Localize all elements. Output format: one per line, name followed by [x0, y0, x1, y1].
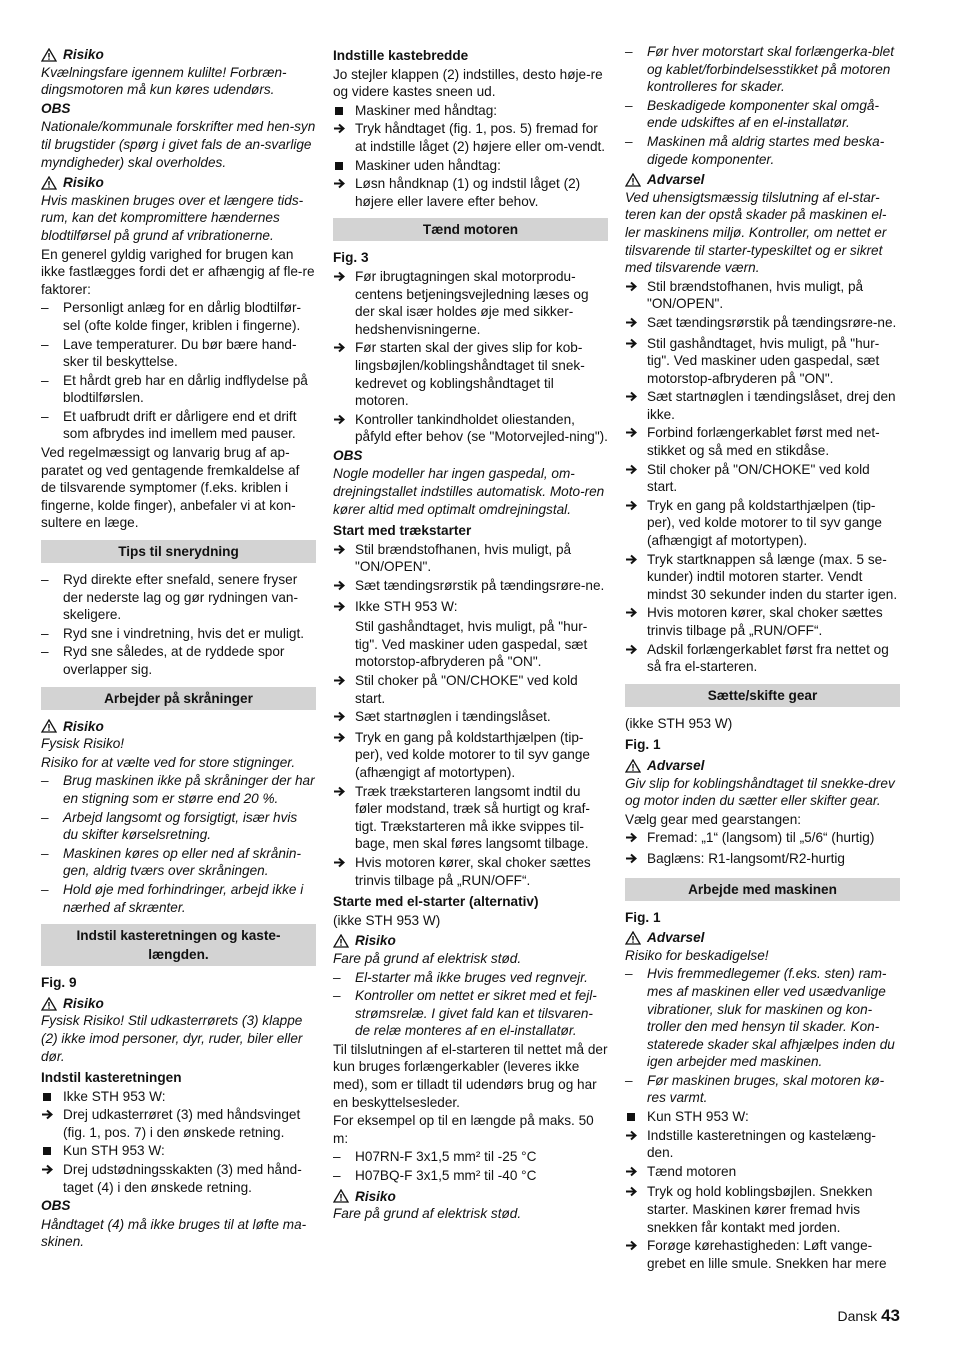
warning-label: [625, 757, 900, 775]
step-item: [625, 424, 900, 459]
step-item: [333, 541, 608, 576]
step-text: Forbind forlængerkablet først med net-stikket og så med en stikdåse.: [647, 425, 880, 459]
note-heading: OBS: [41, 1198, 71, 1214]
list-item-text: Før hver motorstart skal forlængerka-blet og kablet/forbindelsesstikket på motoren kontrolleres for skader.: [647, 44, 895, 95]
page-footer: [838, 1307, 901, 1326]
step-item: [625, 278, 900, 313]
list-item: [625, 965, 900, 1071]
list-item: [41, 625, 316, 643]
subheading: Fig. 1: [625, 909, 661, 925]
dash-bullet: –: [41, 336, 49, 352]
step-item: [625, 461, 900, 496]
list-item: [333, 1167, 608, 1185]
list-item-text: Kontroller om nettet er sikret med et fejl-strømsrelæ. I givet fald kan et tilsvaren-de relæ monteres af en el-installatør.: [355, 988, 597, 1039]
list-item: [41, 299, 316, 334]
step-item: [41, 1161, 316, 1196]
arrow-right-icon: [333, 411, 355, 446]
arrow-right-icon: [333, 672, 355, 707]
list-item: [41, 881, 316, 916]
step-text: Forøge kørehastigheden: Løft vange-grebet en lille smule. Snekken har mere: [647, 1238, 887, 1271]
arrow-right-icon: [625, 1127, 647, 1162]
warning-label: [41, 718, 316, 736]
dash-bullet: –: [625, 133, 633, 149]
paragraph: For eksempel op til en længde på maks. 50 m:: [333, 1113, 594, 1146]
model-item: [333, 102, 608, 120]
square-bullet-icon: [625, 1108, 647, 1126]
subheading: Fig. 1: [625, 737, 661, 753]
arrow-right-icon: [625, 1237, 647, 1272]
italic-paragraph: Kvælningsfare igennem kulilte! Forbræn-dingsmotoren må kun køres udendørs.: [41, 64, 287, 98]
step-text: Sæt startnøglen i tændingslåset.: [355, 709, 551, 725]
step-text: Sæt tændingsrørstik på tændingsrøre-ne.: [355, 578, 605, 594]
step-text: Tryk startknappen så længe (max. 5 se-kunder) indtil motoren starter. Vendt mindst 30 sekunder inden du starter igen.: [647, 551, 898, 602]
step-text: Stil brændstofhanen, hvis muligt, på "ON/OPEN".: [647, 278, 864, 312]
note-heading: OBS: [41, 100, 71, 116]
step-text: Drej udkasterrøret (3) med håndsvinget (fig. 1, pos. 7) i den ønskede retning.: [63, 1107, 301, 1140]
footer-language: Dansk: [837, 1308, 878, 1324]
page-number: 43: [881, 1306, 900, 1325]
list-item-text: Et uafbrudt drift er dårligere end et drift som afbrydes ind imellem med pauser.: [63, 408, 297, 442]
italic-paragraph: Risiko for at vælte ved for store stigninger.: [41, 754, 296, 770]
italic-paragraph: Fysisk Risiko! Stil udkasterrørets (3) klappe (2) ikke imod personer, dyr, ruder, biler eller dør.: [41, 1013, 303, 1064]
step-text: Løsn håndknap (1) og indstil låget (2) højere eller lavere efter behov.: [355, 176, 581, 209]
warning-text: Risiko: [63, 175, 104, 191]
arrow-right-icon: [333, 783, 355, 853]
dash-bullet: –: [333, 1168, 341, 1184]
paragraph: Jo stejler klappen (2) indstilles, desto høje-re og videre kastes sneen ud.: [333, 66, 603, 100]
step-item: [333, 854, 608, 889]
list-item: [333, 987, 608, 1040]
italic-paragraph: Hvis maskinen bruges over et længere tids-rum, kan det kompromittere hændernes blodtilførsel på grund af vribrationerne.: [41, 192, 304, 243]
step-text: Tryk håndtaget (fig. 1, pos. 5) fremad for at indstille låget (2) højere eller om-vendt.: [355, 121, 606, 154]
warning-triangle-icon: [625, 173, 641, 187]
model-text: Ikke STH 953 W:: [63, 1088, 166, 1104]
arrow-right-icon: [625, 1183, 647, 1236]
step-text: Før ibrugtagningen skal motorprodu-centens betjeningsvejledning læses og der skal især holdes øje med sikker-hedshenvisningerne.: [355, 268, 589, 337]
list-item: [625, 43, 900, 96]
dash-bullet: –: [41, 372, 49, 388]
step-item: [333, 672, 608, 707]
dash-bullet: –: [333, 988, 341, 1004]
arrow-right-icon: [625, 314, 647, 334]
step-item: [333, 120, 608, 155]
list-item-text: El-starter må ikke bruges ved regnvejr.: [355, 969, 588, 985]
arrow-right-icon: [625, 604, 647, 639]
step-text: Stil brændstofhanen, hvis muligt, på "ON/OPEN".: [355, 541, 572, 575]
step-text: Baglæns: R1-langsomt/R2-hurtig: [647, 850, 845, 866]
step-text: Drej udstødningsskakten (3) med hånd-taget (4) i den ønskede retning.: [63, 1162, 302, 1195]
step-item: [333, 708, 608, 728]
section-header: Tænd motoren: [333, 218, 608, 241]
step-text: Sæt startnøglen i tændingslåset, drej den ikke.: [647, 389, 896, 422]
list-item: [41, 845, 316, 880]
warning-label: [41, 995, 316, 1013]
square-bullet-icon: [41, 1088, 63, 1106]
list-item-text: Ryd direkte efter snefald, senere fryser der nederste lag og gør rydningen van-skeligere.: [63, 572, 299, 623]
step-text: Hvis motoren kører, skal choker sættes trinvis tilbage på „RUN/OFF“.: [355, 854, 591, 888]
subheading: Indstille kastebredde: [333, 48, 469, 63]
square-bullet-icon: [41, 1142, 63, 1160]
step-item: [625, 850, 900, 870]
list-item: [41, 809, 316, 844]
step-item: [625, 1183, 900, 1236]
dash-bullet: –: [41, 809, 49, 825]
column-2: [333, 43, 608, 1224]
indented-paragraph: [333, 618, 608, 671]
step-text: Tryk og hold koblingsbøjlen. Snekken starter. Maskinen kører fremad hvis snekken får kontakt med jorden.: [647, 1184, 873, 1235]
subheading: Fig. 3: [333, 250, 369, 266]
column-3: [625, 43, 900, 1273]
dash-bullet: –: [333, 1149, 341, 1165]
warning-text: Risiko: [63, 995, 104, 1011]
arrow-right-icon: [333, 339, 355, 409]
section-header: Sætte/skifte gear: [625, 684, 900, 707]
warning-label: [333, 932, 608, 950]
step-text: Før starten skal der gives slip for kob-lingsbøjlen/koblingshåndtaget til snek-kedrevet og koblingshåndtaget til motoren.: [355, 340, 585, 409]
arrow-right-icon: [625, 829, 647, 849]
arrow-right-icon: [333, 708, 355, 728]
warning-text: Risiko: [63, 718, 104, 734]
dash-bullet: –: [41, 845, 49, 861]
model-item: [41, 1142, 316, 1160]
step-text: Kontroller tankindholdet oliestanden, påfyld efter behov (se "Motorvejled-ning").: [355, 411, 608, 445]
model-text: Maskiner uden håndtag:: [355, 157, 501, 173]
dash-bullet: –: [41, 773, 49, 789]
list-item-text: Ryd sne i vindretning, hvis det er muligt.: [63, 625, 305, 641]
list-item-text: Beskadigede komponenter skal omgå-ende udskiftes af en el-installatør.: [647, 97, 879, 131]
model-text: Kun STH 953 W:: [647, 1109, 749, 1125]
list-item-text: Maskinen køres op eller ned af skrånin-gen, aldrig tværs over skråningen.: [63, 845, 301, 879]
arrow-right-icon: [625, 551, 647, 604]
dash-bullet: –: [625, 1072, 633, 1088]
step-text: Stil gashåndtaget, hvis muligt, på "hur-tig". Ved maskiner uden gaspedal, sæt motorstop-afbryderen på "ON".: [647, 335, 880, 386]
paragraph: Vælg gear med gearstangen:: [625, 811, 802, 827]
list-item-text: Arbejd langsomt og forsigtigt, især hvis du skifter kørselsretning.: [63, 809, 298, 843]
dash-bullet: –: [41, 625, 49, 641]
square-bullet-icon: [333, 102, 355, 120]
arrow-right-icon: [625, 424, 647, 459]
warning-triangle-icon: [41, 719, 57, 733]
model-text: Maskiner med håndtag:: [355, 102, 498, 118]
step-text: Tryk en gang på koldstarthjælpen (tip-per), ved kolde motorer to til syv gange (afhængigt af motortypen).: [647, 497, 882, 549]
list-item-text: H07RN-F 3x1,5 mm² til -25 °C: [355, 1149, 537, 1165]
italic-paragraph: Risiko for beskadigelse!: [625, 947, 769, 963]
step-item: [333, 339, 608, 409]
warning-label: [41, 174, 316, 192]
model-item: [333, 157, 608, 175]
list-item: [41, 336, 316, 371]
step-text: Indstille kasteretningen og kastelæng-den.: [647, 1127, 876, 1161]
list-item-text: Et hårdt greb har en dårlig indflydelse på blodtilførslen.: [63, 372, 308, 406]
dash-bullet: –: [41, 644, 49, 660]
warning-text: Advarsel: [647, 757, 705, 773]
list-item-text: Før maskinen bruges, skal motoren kø-res varmt.: [647, 1072, 885, 1106]
warning-label: [41, 46, 316, 64]
step-text: Fremad: „1“ (langsom) til „5/6“ (hurtig): [647, 830, 875, 846]
arrow-right-icon: [333, 854, 355, 889]
dash-bullet: –: [625, 44, 633, 59]
italic-paragraph: Ved uhensigtsmæssig tilslutning af el-star-teren kan der opstå skader på maskinen el-ler maskinens miljø. Kontroller, om nettet er tilsvarende til starter-typeskiltet og er sikret med tilsvarende værn.: [625, 189, 887, 276]
subheading: Fig. 9: [41, 975, 77, 991]
step-item: [625, 1127, 900, 1162]
step-item: [625, 1237, 900, 1272]
arrow-right-icon: [333, 577, 355, 597]
list-item: [333, 1148, 608, 1166]
indented-text: Stil gashåndtaget, hvis muligt, på "hur-tig". Ved maskiner uden gaspedal, sæt motorstop-afbryderen på "ON".: [355, 619, 588, 670]
arrow-right-icon: [333, 541, 355, 576]
warning-triangle-icon: [625, 759, 641, 773]
model-item: [41, 1088, 316, 1106]
step-item: [625, 551, 900, 604]
italic-paragraph: Nationale/kommunale forskrifter med hen-syn til brugstider (spørg i givet fals de an-svarlige myndigheder) skal overholdes.: [41, 119, 316, 170]
paragraph: (ikke STH 953 W): [625, 715, 733, 731]
list-item-text: Lave temperaturer. Du bør bære hand-sker til beskyttelse.: [63, 336, 297, 370]
italic-paragraph: Håndtaget (4) må ikke bruges til at løfte ma-skinen.: [41, 1216, 307, 1250]
step-text: Træk trækstarteren langsomt indtil du føler modstand, træk så hurtigt og kraf-tigt. Trækstarteren må ikke svippes til-bage, men skal føres langsomt tilbage.: [355, 783, 590, 852]
dash-bullet: –: [41, 300, 49, 316]
dash-bullet: –: [41, 408, 49, 424]
list-item: [41, 571, 316, 624]
arrow-right-icon: [625, 497, 647, 550]
list-item: [41, 643, 316, 678]
step-item: [625, 335, 900, 388]
italic-paragraph: Fysisk Risiko!: [41, 736, 125, 752]
note-heading: OBS: [333, 447, 363, 463]
list-item: [41, 372, 316, 407]
arrow-right-icon: [41, 1161, 63, 1196]
warning-label: [625, 929, 900, 947]
section-header: Tips til snerydning: [41, 540, 316, 563]
dash-bullet: –: [41, 881, 49, 897]
warning-triangle-icon: [333, 934, 349, 948]
step-item: [333, 729, 608, 782]
step-item: [625, 641, 900, 676]
step-item: [333, 577, 608, 597]
warning-triangle-icon: [625, 931, 641, 945]
warning-text: Risiko: [63, 47, 104, 62]
list-item: [333, 969, 608, 987]
section-header: Arbejde med maskinen: [625, 878, 900, 901]
subheading: Start med trækstarter: [333, 523, 472, 539]
step-text: Ikke STH 953 W:: [355, 598, 458, 614]
warning-label: [333, 1188, 608, 1206]
step-item: [333, 783, 608, 853]
dash-bullet: –: [333, 969, 341, 985]
subheading: Starte med el-starter (alternativ): [333, 894, 539, 910]
arrow-right-icon: [625, 850, 647, 870]
step-item: [41, 1106, 316, 1141]
step-item: [625, 829, 900, 849]
section-header: Arbejder på skråninger: [41, 687, 316, 710]
arrow-right-icon: [333, 268, 355, 338]
warning-text: Risiko: [355, 933, 396, 949]
italic-paragraph: Fare på grund af elektrisk stød.: [333, 1206, 522, 1222]
warning-triangle-icon: [41, 176, 57, 190]
section-header: Indstil kasteretningen og kaste-længden.: [41, 924, 316, 966]
step-item: [333, 411, 608, 446]
step-text: Sæt tændingsrørstik på tændingsrøre-ne.: [647, 314, 897, 330]
list-item-text: Hvis fremmedlegemer (f.eks. sten) ram-mes af maskinen eller ved usædvanlige vibrationer, sluk for maskinen og kon-troller den med hensyn til skader. Kon-staterede skader skal afhjælpes inden du igen arbejder med maskinen.: [647, 966, 895, 1070]
arrow-right-icon: [625, 335, 647, 388]
model-text: Kun STH 953 W:: [63, 1143, 165, 1159]
warning-triangle-icon: [333, 1189, 349, 1203]
arrow-right-icon: [333, 598, 355, 618]
paragraph: En generel gyldig varighed for brugen kan ikke fastlægges fordi det er afhængig af fle-re faktorer:: [41, 246, 315, 297]
list-item-text: Maskinen må aldrig startes med beska-digede komponenter.: [647, 133, 885, 167]
paragraph: Til tilslutningen af el-starteren til nettet må der kun bruges forlængerkabler (leveres ikke med), som er tilladt til udendørs brug og har en beskyttelsesleder.: [333, 1041, 608, 1110]
list-item-text: Ryd sne således, at de ryddede spor overlapper sig.: [63, 644, 285, 677]
list-item-text: Personligt anlæg for en dårlig blodtilfør-sel (ofte kolde finger, kriblen i fingerne).: [63, 300, 302, 333]
list-item: [41, 772, 316, 807]
step-text: Tryk en gang på koldstarthjælpen (tip-per), ved kolde motorer to til syv gange (afhængigt af motortypen).: [355, 729, 590, 780]
arrow-right-icon: [333, 175, 355, 210]
italic-paragraph: Nogle modeller har ingen gaspedal, om-drejningstallet indstilles automatisk. Moto-ren kører altid med optimalt omdrejningstal.: [333, 466, 605, 517]
italic-paragraph: Fare på grund af elektrisk stød.: [333, 950, 522, 966]
step-item: [625, 314, 900, 334]
list-item-text: H07BQ-F 3x1,5 mm² til -40 °C: [355, 1168, 537, 1184]
step-text: Adskil forlængerkablet først fra nettet og så fra el-starteren.: [647, 641, 889, 675]
warning-text: Advarsel: [647, 930, 705, 946]
step-item: [625, 604, 900, 639]
paragraph: (ikke STH 953 W): [333, 912, 441, 928]
step-item: [333, 175, 608, 210]
warning-label: [625, 171, 900, 189]
list-item: [625, 133, 900, 168]
italic-paragraph: Giv slip for koblingshåndtaget til snekke-drev og motor inden du sætter eller skifter gear.: [625, 775, 895, 809]
paragraph: Ved regelmæssigt og lanvarig brug af ap-paratet og ved gentagende fremkaldelse af de tilsvarende symptomer (f.eks. kriblen i fingerne, kolde finger), anbefaler vi at kon-sultere en læge.: [41, 445, 300, 531]
step-text: Stil choker på "ON/CHOKE" ved kold start.: [355, 673, 578, 706]
warning-text: Advarsel: [647, 172, 705, 188]
step-item: [625, 388, 900, 423]
dash-bullet: –: [625, 966, 633, 982]
arrow-right-icon: [41, 1106, 63, 1141]
dash-bullet: –: [41, 572, 49, 588]
dash-bullet: –: [625, 97, 633, 113]
list-item: [625, 97, 900, 132]
step-item: [333, 598, 608, 618]
arrow-right-icon: [625, 278, 647, 313]
square-bullet-icon: [333, 157, 355, 175]
arrow-right-icon: [625, 388, 647, 423]
arrow-right-icon: [625, 641, 647, 676]
list-item-text: Hold øje med forhindringer, arbejd ikke i nærhed af skrænter.: [63, 881, 304, 915]
step-item: [625, 497, 900, 550]
warning-text: Risiko: [355, 1188, 396, 1204]
step-item: [333, 268, 608, 338]
step-text: Tænd motoren: [647, 1163, 737, 1179]
subheading: Indstil kasteretningen: [41, 1070, 182, 1086]
warning-triangle-icon: [41, 48, 57, 62]
arrow-right-icon: [625, 461, 647, 496]
step-text: Stil choker på "ON/CHOKE" ved kold start.: [647, 461, 870, 495]
warning-triangle-icon: [41, 997, 57, 1011]
column-1: [41, 43, 316, 1252]
arrow-right-icon: [333, 120, 355, 155]
list-item: [41, 408, 316, 443]
model-item: [625, 1108, 900, 1126]
step-item: [625, 1163, 900, 1183]
step-text: Hvis motoren kører, skal choker sættes trinvis tilbage på „RUN/OFF“.: [647, 605, 883, 638]
arrow-right-icon: [625, 1163, 647, 1183]
arrow-right-icon: [333, 729, 355, 782]
list-item-text: Brug maskinen ikke på skråninger der har en stigning som er større end 20 %.: [63, 773, 315, 806]
list-item: [625, 1072, 900, 1107]
